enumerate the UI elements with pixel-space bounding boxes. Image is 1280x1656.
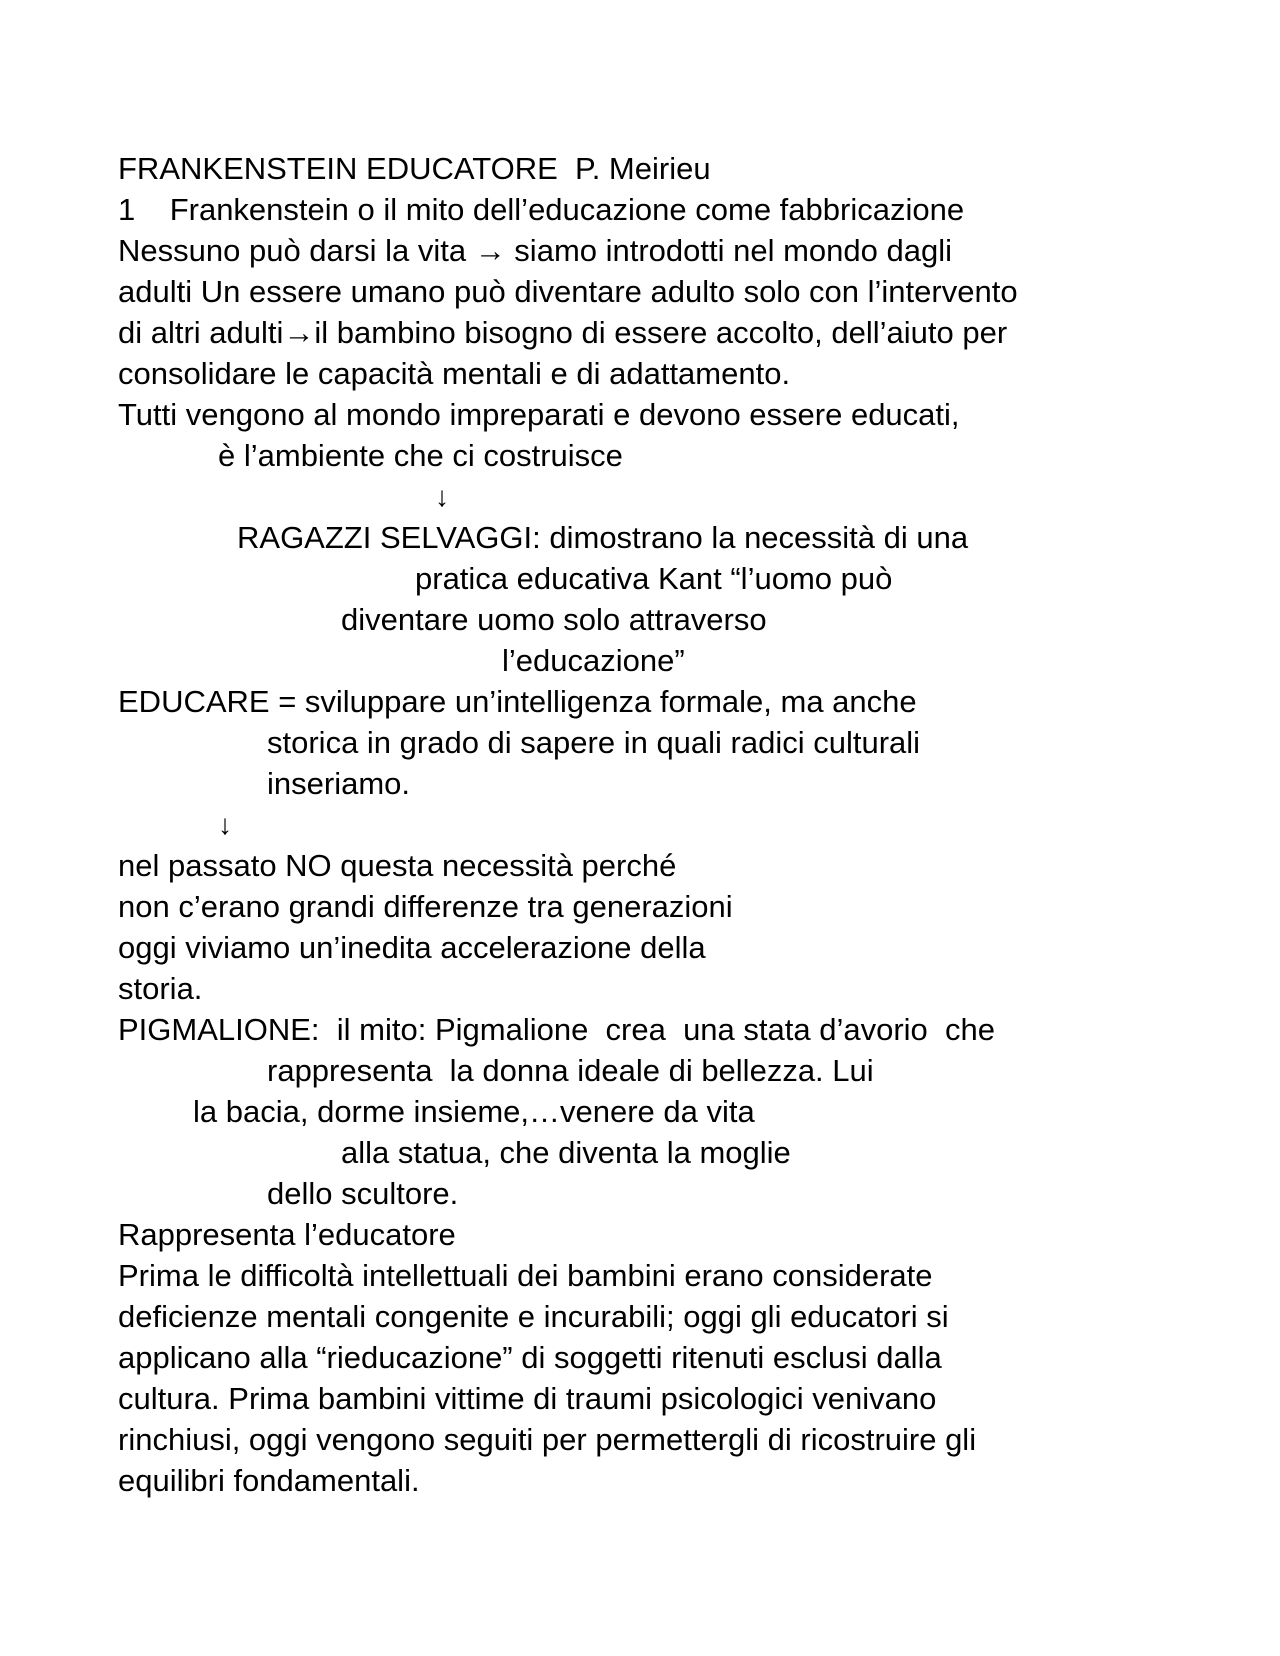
ragazzi-selvaggi-line: l’educazione” (502, 643, 685, 678)
final-paragraph-line: applicano alla “rieducazione” di soggetti ritenuti esclusi dalla (118, 1340, 942, 1375)
passato-line: non c’erano grandi differenze tra generazioni (118, 889, 733, 924)
ragazzi-selvaggi-line: RAGAZZI SELVAGGI: dimostrano la necessità di una (237, 520, 969, 555)
paragraph-line: Tutti vengono al mondo impreparati e devono essere educati, (118, 397, 960, 432)
final-paragraph-line: Prima le difficoltà intellettuali dei bambini erano considerate (118, 1258, 933, 1293)
pigmalione-line: la bacia, dorme insieme,…venere da vita (193, 1094, 755, 1129)
final-paragraph-line: equilibri fondamentali. (118, 1463, 420, 1498)
section-heading: 1 Frankenstein o il mito dell’educazione come fabbricazione (118, 192, 965, 227)
down-arrow-icon: ↓ (435, 481, 449, 512)
pigmalione-line: rappresenta la donna ideale di bellezza. Lui (267, 1053, 874, 1088)
down-arrow-icon: ↓ (218, 809, 232, 840)
paragraph-line: è l’ambiente che ci costruisce (218, 438, 623, 473)
ragazzi-selvaggi-line: pratica educativa Kant “l’uomo può (415, 561, 893, 596)
paragraph-line: Nessuno può darsi la vita → siamo introdotti nel mondo dagli (118, 233, 953, 268)
pigmalione-line: alla statua, che diventa la moglie (341, 1135, 791, 1170)
final-paragraph-line: rinchiusi, oggi vengono seguiti per permettergli di ricostruire gli (118, 1422, 977, 1457)
paragraph-line: adulti Un essere umano può diventare adulto solo con l’intervento (118, 274, 1018, 309)
rappresenta-line: Rappresenta l’educatore (118, 1217, 456, 1252)
passato-line: nel passato NO questa necessità perché (118, 848, 677, 883)
pigmalione-line: dello scultore. (267, 1176, 459, 1211)
passato-line: storia. (118, 971, 203, 1006)
document-title: FRANKENSTEIN EDUCATORE P. Meirieu (118, 151, 711, 186)
passato-line: oggi viviamo un’inedita accelerazione della (118, 930, 706, 965)
educare-line: EDUCARE = sviluppare un’intelligenza formale, ma anche (118, 684, 917, 719)
paragraph-line: consolidare le capacità mentali e di adattamento. (118, 356, 791, 391)
paragraph-line: di altri adulti→il bambino bisogno di essere accolto, dell’aiuto per (118, 315, 1008, 350)
final-paragraph-line: cultura. Prima bambini vittime di traumi psicologici venivano (118, 1381, 937, 1416)
pigmalione-line: PIGMALIONE: il mito: Pigmalione crea una stata d’avorio che (118, 1012, 995, 1047)
ragazzi-selvaggi-line: diventare uomo solo attraverso (341, 602, 767, 637)
educare-line: inseriamo. (267, 766, 410, 801)
educare-line: storica in grado di sapere in quali radici culturali (267, 725, 921, 760)
final-paragraph-line: deficienze mentali congenite e incurabili; oggi gli educatori si (118, 1299, 949, 1334)
